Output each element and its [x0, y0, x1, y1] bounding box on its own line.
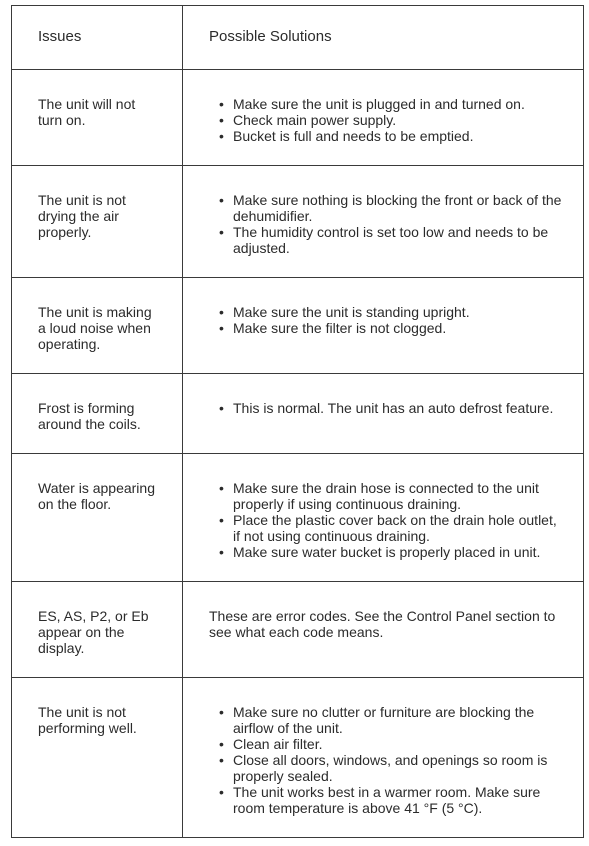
- solution-list: [209, 96, 563, 144]
- issue-cell: The unit will not turn on.: [12, 70, 183, 166]
- solution-item: • Clean air filter.: [221, 736, 563, 752]
- solution-text: These are error codes. See the Control Panel section to see what each code means.: [209, 608, 556, 640]
- solution-item: • Make sure the unit is standing upright.: [221, 304, 563, 320]
- table-row: [12, 678, 584, 838]
- solution-item: • The unit works best in a warmer room. Make sure room temperature is above 41 °F (5 °C).: [221, 784, 563, 816]
- solution-item: • Make sure the unit is plugged in and turned on.: [221, 96, 563, 112]
- solutions-cell: [183, 374, 584, 454]
- solution-item: • Make sure water bucket is properly placed in unit.: [221, 544, 563, 560]
- issue-cell: The unit is not drying the air properly.: [12, 166, 183, 278]
- issue-cell: The unit is making a loud noise when operating.: [12, 278, 183, 374]
- header-row: [12, 6, 584, 70]
- issue-cell: Water is appearing on the floor.: [12, 454, 183, 582]
- solution-item: • Make sure nothing is blocking the front or back of the dehumidifier.: [221, 192, 563, 224]
- solutions-cell: [183, 678, 584, 838]
- solution-item: • Make sure the filter is not clogged.: [221, 320, 563, 336]
- solution-list: [209, 304, 563, 336]
- table-row: [12, 374, 584, 454]
- header-issues: Issues: [12, 6, 183, 70]
- solution-item: • Place the plastic cover back on the drain hole outlet, if not using continuous draining.: [221, 512, 563, 544]
- solutions-cell: [183, 70, 584, 166]
- header-solutions: Possible Solutions: [183, 6, 584, 70]
- solution-list: [209, 704, 563, 816]
- solution-item: • Make sure the drain hose is connected to the unit properly if using continuous draining.: [221, 480, 563, 512]
- solutions-cell: [183, 278, 584, 374]
- solution-item: • The humidity control is set too low and needs to be adjusted.: [221, 224, 563, 256]
- solutions-cell: [183, 166, 584, 278]
- solution-item: • Make sure no clutter or furniture are blocking the airflow of the unit.: [221, 704, 563, 736]
- solution-list: [209, 400, 563, 416]
- troubleshooting-table: [11, 5, 584, 838]
- issue-cell: ES, AS, P2, or Eb appear on the display.: [12, 582, 183, 678]
- solutions-cell: [183, 454, 584, 582]
- solution-item: • Close all doors, windows, and openings so room is properly sealed.: [221, 752, 563, 784]
- issue-cell: Frost is forming around the coils.: [12, 374, 183, 454]
- table-row: [12, 166, 584, 278]
- solution-item: • This is normal. The unit has an auto defrost feature.: [221, 400, 563, 416]
- solution-list: [209, 480, 563, 560]
- solutions-cell: [183, 582, 584, 678]
- solution-list: [209, 192, 563, 256]
- solution-item: • Check main power supply.: [221, 112, 563, 128]
- table-row: [12, 278, 584, 374]
- issue-cell: The unit is not performing well.: [12, 678, 183, 838]
- table-row: [12, 70, 584, 166]
- table-row: [12, 582, 584, 678]
- solution-item: • Bucket is full and needs to be emptied.: [221, 128, 563, 144]
- table-row: [12, 454, 584, 582]
